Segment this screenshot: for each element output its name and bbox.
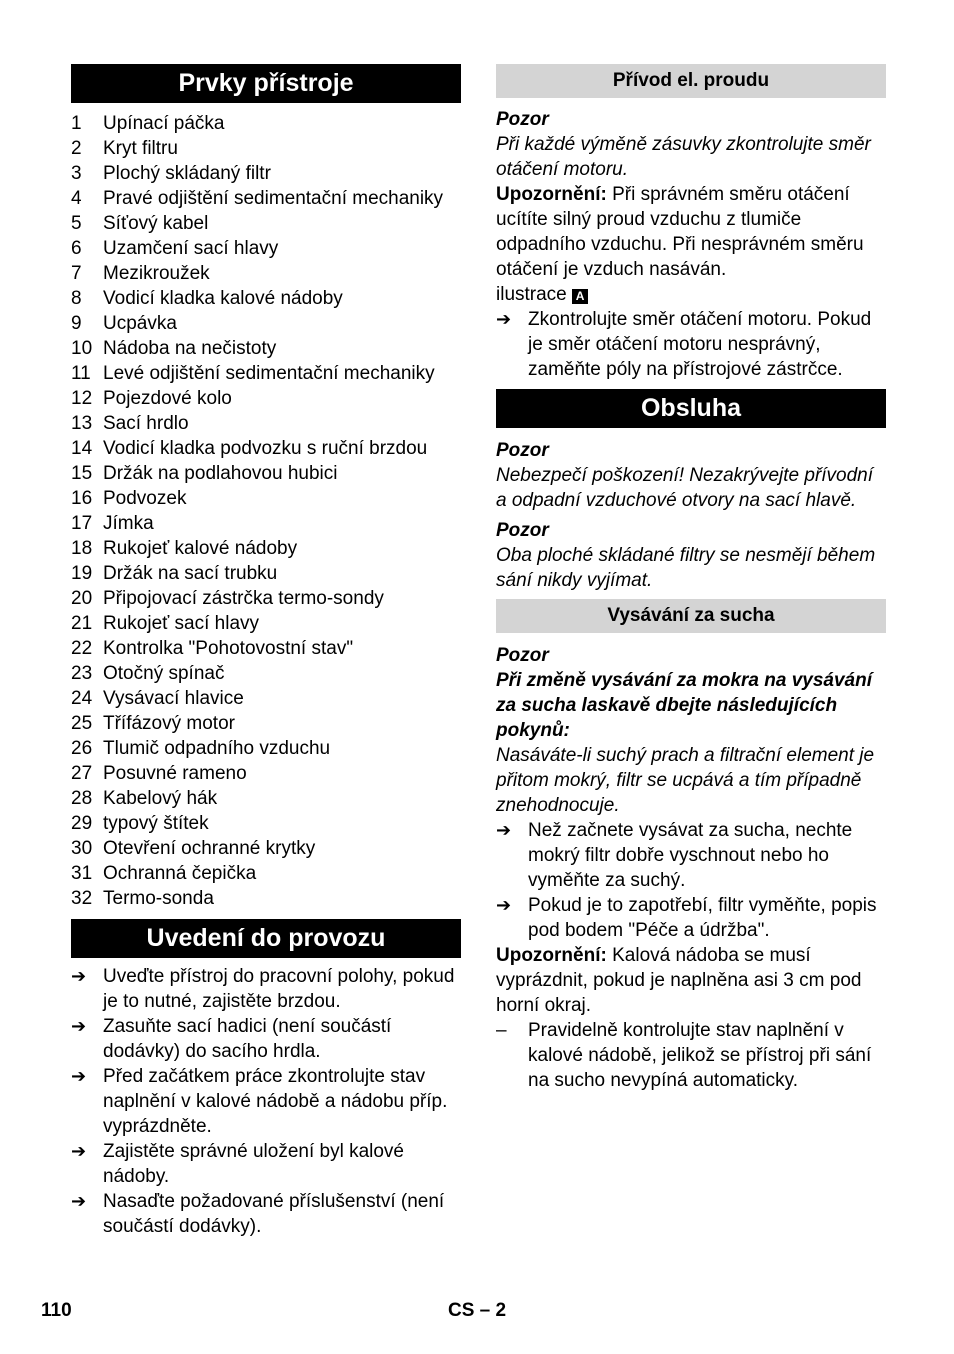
step-item (71, 1064, 461, 1139)
part-item (71, 636, 461, 661)
heading-dry: Vysávání za sucha (496, 599, 886, 633)
part-item (71, 411, 461, 436)
part-number: 21 (71, 613, 93, 634)
part-label: typový štítek (103, 813, 209, 834)
part-number: 31 (71, 863, 93, 884)
step-item (71, 1014, 461, 1064)
part-item (71, 786, 461, 811)
part-item (71, 686, 461, 711)
heading-power: Přívod el. proudu (496, 64, 886, 98)
part-item (71, 536, 461, 561)
part-number: 4 (71, 188, 82, 209)
part-number: 2 (71, 138, 82, 159)
part-label: Ochranná čepička (103, 863, 257, 884)
part-item (71, 611, 461, 636)
part-label: Upínací páčka (103, 113, 225, 134)
part-label: Držák na podlahovou hubici (103, 463, 338, 484)
part-label: Vysávací hlavice (103, 688, 244, 709)
part-label: Otevření ochranné krytky (103, 838, 316, 859)
power-step (496, 307, 886, 382)
part-label: Mezikroužek (103, 263, 210, 284)
op-caution2-text: Oba ploché skládané filtry se nesmějí během sání nikdy vyjímat. (496, 545, 876, 591)
part-number: 29 (71, 813, 93, 834)
part-item (71, 236, 461, 261)
part-label: Kontrolka "Pohotovostní stav" (103, 638, 354, 659)
part-label: Vodicí kladka podvozku s ruční brzdou (103, 438, 428, 459)
part-label: Sací hrdlo (103, 413, 189, 434)
part-label: Uzamčení sací hlavy (103, 238, 279, 259)
part-number: 1 (71, 113, 82, 134)
part-item (71, 336, 461, 361)
part-item (71, 761, 461, 786)
dry-note (496, 943, 886, 1018)
part-item (71, 736, 461, 761)
part-label: Rukojeť kalové nádoby (103, 538, 298, 559)
arrow-icon: ➔ (71, 1066, 87, 1086)
part-label: Otočný spínač (103, 663, 225, 684)
dry-note-label: Upozornění: (496, 945, 607, 966)
part-item (71, 861, 461, 886)
part-label: Nádoba na nečistoty (103, 338, 277, 359)
part-number: 24 (71, 688, 93, 709)
part-number: 23 (71, 663, 93, 684)
step-text: Nasaďte požadované příslušenství (není součástí dodávky). (103, 1191, 445, 1237)
part-label: Vodicí kladka kalové nádoby (103, 288, 343, 309)
part-item (71, 436, 461, 461)
step-item (71, 1139, 461, 1189)
part-number: 7 (71, 263, 82, 284)
part-item (71, 211, 461, 236)
part-item (71, 261, 461, 286)
power-note-label: Upozornění: (496, 184, 607, 205)
step-text: Zasuňte sací hadici (není součástí dodávky) do sacího hrdla. (103, 1016, 392, 1062)
startup-steps (71, 964, 461, 1239)
part-item (71, 886, 461, 911)
power-note-text: Při správném směru otáčení ucítíte silný proud vzduchu z tlumiče odpadního vzduchu. Při nesprávném směru otáčení je vzduch nasáván. (496, 184, 864, 280)
part-label: Rukojeť sací hlavy (103, 613, 260, 634)
part-number: 19 (71, 563, 93, 584)
left-column (71, 64, 461, 1239)
part-number: 5 (71, 213, 82, 234)
part-item (71, 461, 461, 486)
part-number: 8 (71, 288, 82, 309)
heading-parts: Prvky přístroje (71, 64, 461, 103)
step-item (71, 1189, 461, 1239)
step-item (496, 818, 886, 893)
arrow-icon: ➔ (496, 895, 512, 915)
part-label: Kryt filtru (103, 138, 178, 159)
part-label: Plochý skládaný filtr (103, 163, 271, 184)
part-number: 10 (71, 338, 93, 359)
arrow-icon: ➔ (496, 820, 512, 840)
part-item (71, 486, 461, 511)
arrow-icon: ➔ (71, 1141, 87, 1161)
part-number: 32 (71, 888, 93, 909)
part-number: 13 (71, 413, 93, 434)
step-text: Pokud je to zapotřebí, filtr vyměňte, popis pod bodem "Péče a údržba". (528, 895, 877, 941)
power-step-text: Zkontrolujte směr otáčení motoru. Pokud je směr otáčení motoru nesprávný, zaměňte póly na přístrojové zástrčce. (528, 309, 872, 380)
part-number: 22 (71, 638, 93, 659)
part-item (71, 386, 461, 411)
part-label: Kabelový hák (103, 788, 218, 809)
op-caution1-text: Nebezpečí poškození! Nezakrývejte přívodní a odpadní vzduchové otvory na sací hlavě. (496, 465, 874, 511)
arrow-icon: ➔ (71, 1191, 87, 1211)
part-number: 27 (71, 763, 93, 784)
part-item (71, 161, 461, 186)
dry-steps (496, 818, 886, 943)
part-item (71, 711, 461, 736)
part-item (71, 561, 461, 586)
dry-caution-text: Nasáváte-li suchý prach a filtrační element je přitom mokrý, filtr se ucpává a tím případně znehodnocuje. (496, 745, 875, 816)
part-label: Termo-sonda (103, 888, 214, 909)
dash-marker: – (496, 1020, 507, 1041)
part-number: 3 (71, 163, 82, 184)
part-number: 14 (71, 438, 93, 459)
part-item (71, 311, 461, 336)
section-label: CS – 2 (448, 1300, 507, 1321)
part-label: Pojezdové kolo (103, 388, 232, 409)
step-item (71, 964, 461, 1014)
part-number: 20 (71, 588, 93, 609)
arrow-icon: ➔ (496, 309, 512, 329)
step-text: Uveďte přístroj do pracovní polohy, pokud je to nutné, zajistěte brzdou. (103, 966, 455, 1012)
part-number: 17 (71, 513, 93, 534)
illustration-a-icon: A (572, 289, 588, 304)
power-note (496, 182, 886, 282)
part-item (71, 811, 461, 836)
part-item (71, 136, 461, 161)
page-number: 110 (41, 1300, 72, 1321)
part-label: Tlumič odpadního vzduchu (103, 738, 331, 759)
part-item (71, 586, 461, 611)
part-item (71, 511, 461, 536)
dry-caution-label: Pozor (496, 645, 549, 666)
right-column (496, 64, 886, 1093)
part-label: Připojovací zástrčka termo-sondy (103, 588, 384, 609)
part-number: 28 (71, 788, 93, 809)
part-label: Síťový kabel (103, 213, 209, 234)
part-label: Podvozek (103, 488, 187, 509)
part-number: 18 (71, 538, 93, 559)
dry-dash-item (496, 1018, 886, 1093)
part-item (71, 186, 461, 211)
part-item (71, 661, 461, 686)
part-label: Levé odjištění sedimentační mechaniky (103, 363, 435, 384)
parts-list (71, 111, 461, 911)
step-text: Zajistěte správné uložení byl kalové nádoby. (103, 1141, 404, 1187)
part-number: 11 (71, 363, 91, 384)
dry-note-text: Kalová nádoba se musí vyprázdnit, pokud je naplněna asi 3 cm pod horní okraj. (496, 945, 862, 1016)
part-label: Pravé odjištění sedimentační mechaniky (103, 188, 444, 209)
part-item (71, 286, 461, 311)
part-number: 25 (71, 713, 93, 734)
part-number: 26 (71, 738, 93, 759)
dry-dash-text: Pravidelně kontrolujte stav naplnění v kalové nádobě, jelikož se přístroj při sání na sucho nevypíná automaticky. (528, 1020, 872, 1091)
step-text: Před začátkem práce zkontrolujte stav naplnění v kalové nádobě a nádobu příp. vyprázdněte. (103, 1066, 448, 1137)
part-label: Posuvné rameno (103, 763, 247, 784)
op-caution1-label: Pozor (496, 440, 549, 461)
arrow-icon: ➔ (71, 1016, 87, 1036)
heading-startup: Uvedení do provozu (71, 919, 461, 958)
part-number: 30 (71, 838, 93, 859)
power-caution-label: Pozor (496, 109, 549, 130)
dry-caution-bold: Při změně vysávání za mokra na vysávání za sucha laskavě dbejte následujících pokynů: (496, 670, 872, 741)
op-caution2-label: Pozor (496, 520, 549, 541)
part-item (71, 836, 461, 861)
arrow-icon: ➔ (71, 966, 87, 986)
part-number: 9 (71, 313, 82, 334)
part-number: 12 (71, 388, 93, 409)
part-item (71, 111, 461, 136)
part-label: Jímka (103, 513, 154, 534)
part-item (71, 361, 461, 386)
part-number: 15 (71, 463, 93, 484)
part-label: Ucpávka (103, 313, 177, 334)
heading-operation: Obsluha (496, 389, 886, 428)
part-number: 6 (71, 238, 82, 259)
part-label: Třífázový motor (103, 713, 235, 734)
illustration-label: ilustrace (496, 284, 567, 305)
step-text: Než začnete vysávat za sucha, nechte mokrý filtr dobře vyschnout nebo ho vyměňte za suchý. (528, 820, 853, 891)
power-caution-text: Při každé výměně zásuvky zkontrolujte směr otáčení motoru. (496, 134, 871, 180)
illustration-ref (496, 282, 886, 307)
step-item (496, 893, 886, 943)
part-label: Držák na sací trubku (103, 563, 278, 584)
part-number: 16 (71, 488, 93, 509)
